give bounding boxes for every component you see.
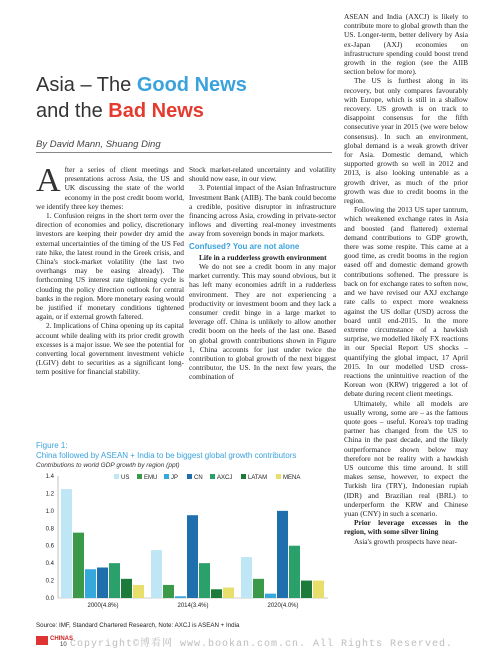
bar-latam [211, 589, 222, 598]
bar-cn [187, 515, 198, 598]
bar-emu [253, 579, 264, 598]
figure-label: Figure 1: [36, 441, 68, 450]
bar-cn [97, 568, 108, 599]
watermark: Copyright©博看网 www.bookan.com.cn. All Rights Reserved. [70, 639, 454, 650]
paragraph: We do not see a credit boom in any major market currently. This may sound obvious, but it has left many economies adrift in a rudderless environment. They are not experiencing a productivity or investment boom and they lack a consumer credit binge in a large market to leverage off. China is unlikely to allow another credit boom on the heels of the last one. Based on global growth contributions shown in Figure 1, China accounts for just under twice the contribution to global growth of the next biggest contributor, the US. In the next few years, the combination of [189, 262, 336, 382]
footer-brand: CHINAS [50, 636, 74, 642]
paragraph: 3. Potential impact of the Asian Infrastructure Investment Bank (AIIB). The bank could become a credible, positive disruptor in infrastructure financing across Asia, crowding in private-sector inflows and diverting real-money investments away from sovereign bonds in major markets. [189, 183, 336, 239]
y-tick-label: 0.2 [45, 578, 54, 585]
lead-in: Life in a rudderless growth environment [199, 252, 327, 262]
bar-axcj [109, 563, 120, 598]
figure-title: China followed by ASEAN + India to be biggest global growth contributors [36, 451, 297, 460]
column-2 [189, 165, 336, 382]
divider [36, 152, 332, 153]
legend-label-jp: JP [171, 475, 179, 481]
y-tick-label: 1.0 [45, 508, 54, 515]
y-tick-label: 1.2 [45, 491, 54, 498]
bar-us [151, 550, 162, 598]
brand-logo-icon [36, 636, 48, 645]
legend-label-latam: LATAM [248, 475, 268, 481]
paragraph: Stock market-related uncertainty and volatility should now ease, in our view. [189, 165, 336, 184]
paragraph: The US is furthest along in its recovery, but only compares favourably with Europe, which is still in a shallow recovery. US growth is on track to disappoint consensus for the fifth consecutive year in 2015 (we were below consensus). In such an environment, global demand is a weak growth driver for Asia. Domestic demand, which supported growth so well in 2012 and 2013, is also looking untenable as a growth driver, as much of the prior growth was due to credit booms in the region. [344, 76, 468, 206]
legend-label-axcj: AXCJ [217, 475, 233, 481]
byline: By David Mann, Shuang Ding [36, 139, 161, 150]
bar-emu [73, 533, 84, 598]
paragraph: 2. Implications of China opening up its capital account while dealing with its prior credit growth excesses is a major issue. We see the potential for converting local government investment vehicle (LGIV) debt to securities as a significant long-term positive for financial stability. [36, 321, 184, 377]
bar-us [61, 489, 72, 598]
lead-in: Prior leverage excesses in the region, with some silver lining [344, 518, 468, 537]
page-number: 10 [60, 642, 67, 648]
title-highlight-good: Good News [136, 74, 247, 96]
paragraph: fter a series of client meetings and presentations across Asia, the US and UK discussing the state of the world economy in the post credit boom world, we identify three key themes: [36, 165, 184, 211]
bar-axcj [289, 546, 300, 598]
legend-label-us: US [121, 475, 130, 481]
bar-mena [313, 581, 324, 598]
legend-swatch-jp [164, 474, 169, 479]
paragraph: Asia's growth prospects have near- [354, 536, 457, 546]
legend-label-mena: MENA [283, 475, 301, 481]
bar-cn [277, 511, 288, 598]
drop-cap: A [36, 162, 61, 199]
paragraph: ASEAN and India (AXCJ) is likely to contribute more to global growth than the US. Longer-term, better delivery by Asia ex-Japan (AXJ) economies on infrastructure spending could boost trend growth in the region (see the AIIB section below for more). [344, 12, 468, 77]
paragraph: 1. Confusion reigns in the short term over the direction of economies and policy, discretionary investors are keeping their powder dry amid the external uncertainties of the timing of the US Fed rate hike, the latest round in the Greek crisis, and China's stock-market volatility (the last two overhangs may be easing already). The forthcoming US interest rate tightening cycle is clouding the policy direction outlook for central banks in the region. More monetary easing would be justified if monetary conditions tightened again, or if external growth faltered. [36, 211, 184, 322]
bar-jp [265, 594, 276, 598]
x-tick-label: 2020(4.0%) [267, 603, 299, 609]
y-tick-label: 0.6 [45, 543, 54, 550]
bar-mena [133, 585, 144, 598]
legend-swatch-mena [276, 474, 281, 479]
title-highlight-bad: Bad News [108, 100, 204, 122]
x-tick-label: 2000(4.8%) [87, 603, 119, 609]
bar-latam [301, 581, 312, 598]
legend-swatch-latam [241, 474, 246, 479]
bar-jp [175, 596, 186, 598]
bar-mena [223, 588, 234, 598]
figure-subtitle: Contributions to world GDP growth by region (ppt) [36, 462, 180, 469]
article-title [36, 72, 316, 124]
y-tick-label: 0.0 [45, 596, 54, 602]
legend-label-cn: CN [194, 475, 203, 481]
bar-axcj [199, 563, 210, 598]
column-1 [36, 162, 184, 377]
figure-source: Source: IMF, Standard Chartered Research, Note: AXCJ is ASEAN + India [36, 622, 240, 629]
bar-us [241, 557, 252, 598]
paragraph: Ultimately, while all models are usually wrong, some are – as the famous quote goes – useful. Korea's top trading partner has changed from the US to China in the past decade, and the likely outperformance shown below may therefore not be reality with a hawkish US outcome this time around. It still makes sense, however, to expect the Turkish lira (TRY), Indonesian rupiah (IDR) and Brazilian real (BRL) to underperform the KRW and Chinese yuan (CNY) in such a scenario. [344, 398, 468, 518]
growth-contribution-chart [36, 470, 336, 620]
legend-label-emu: EMU [144, 475, 158, 481]
legend-swatch-axcj [210, 474, 215, 479]
legend-swatch-emu [137, 474, 142, 479]
bar-jp [85, 569, 96, 598]
y-tick-label: 0.8 [45, 526, 54, 533]
bar-latam [121, 579, 132, 598]
y-tick-label: 0.4 [45, 561, 54, 568]
paragraph: Following the 2013 US taper tantrum, which weakened exchange rates in Asia and boosted (and flattered) external demand contributions to GDP growth, there was some respite. This came at a good time, as credit booms in the region eased off and domestic demand growth contributions softened. The pressure is back on for exchange rates to soften now, and we have revised our AXJ exchange rate calls to expect more weakness against the US dollar (USD) across the board until end-2015. In the more extreme circumstance of a hawkish surprise, we modelled likely FX reactions in our Special Report US shocks – quantifying the global impact, 17 April 2015. In our modelled USD cross-reactions the unintuitive reaction of the Korean won (KRW) triggered a lot of debate during recent client meetings. [344, 205, 468, 399]
column-3 [344, 12, 468, 546]
title-prefix: Asia – The [36, 74, 137, 96]
title-line2: and the [36, 100, 109, 122]
x-tick-label: 2014(3.4%) [177, 603, 209, 609]
y-tick-label: 1.4 [45, 474, 54, 480]
legend-swatch-cn [187, 474, 192, 479]
legend-swatch-us [114, 474, 119, 479]
bar-emu [163, 585, 174, 598]
section-heading: Confused? You are not alone [189, 241, 300, 251]
